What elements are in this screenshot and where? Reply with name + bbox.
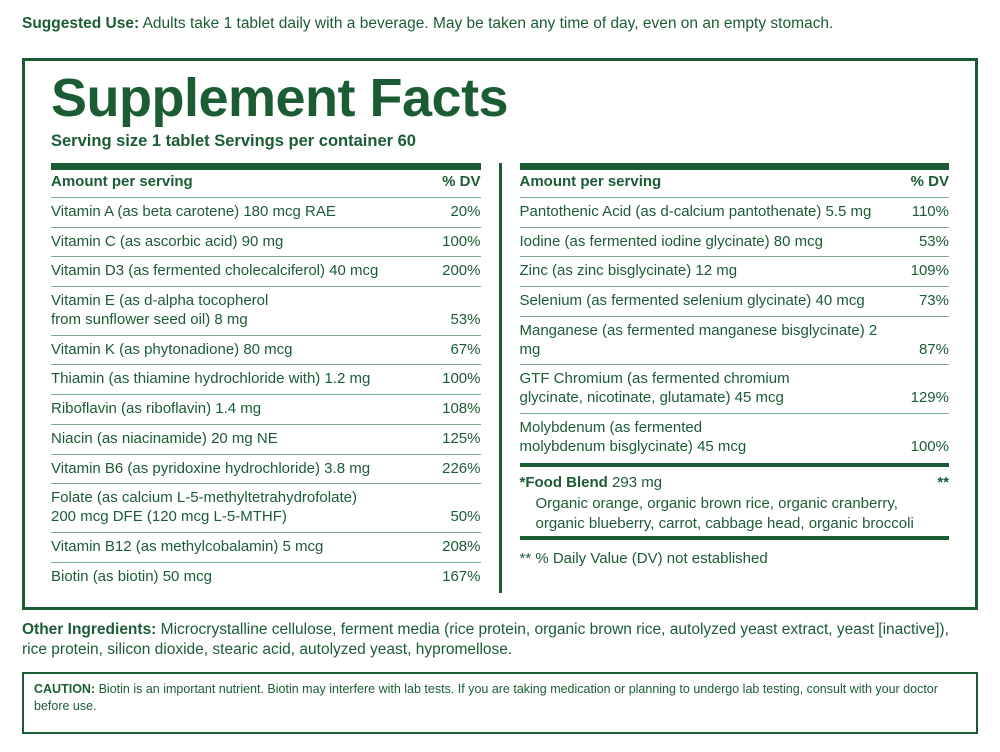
table-header-row-right	[520, 170, 950, 197]
table-row	[520, 365, 950, 414]
header-amount-left: Amount per serving	[51, 170, 415, 197]
nutrient-dv: 100%	[910, 437, 949, 455]
food-blend-title	[520, 473, 663, 493]
table-row	[51, 335, 481, 365]
food-blend-amount: 293 mg	[607, 474, 663, 492]
nutrient-name: Folate (as calcium L-5-methyltetrahydrofolate) 200 mcg DFE (120 mcg L-5-MTHF)	[51, 484, 415, 533]
nutrient-name: Molybdenum (as fermented molybdenum bisglycinate) 45 mcg	[519, 418, 747, 455]
nutrient-name: Vitamin C (as ascorbic acid) 90 mg	[51, 227, 415, 257]
nutrient-dv: 109%	[883, 257, 949, 287]
nutrient-dv: 108%	[415, 395, 481, 425]
nutrient-column-left	[39, 163, 499, 593]
nutrient-columns	[39, 163, 961, 593]
nutrient-dv: 167%	[442, 567, 481, 585]
suggested-use-body: Adults take 1 tablet daily with a beverage. May be taken any time of day, even on an empty stomach.	[139, 15, 834, 32]
nutrient-name: Biotin (as biotin) 50 mcg	[51, 567, 212, 585]
nutrient-dv: 73%	[883, 287, 949, 317]
food-blend-name: Food Blend	[525, 474, 608, 492]
nutrient-name: Selenium (as fermented selenium glycinate) 40 mcg	[520, 287, 884, 317]
nutrient-dv: 200%	[415, 257, 481, 287]
nutrient-name: Manganese (as fermented manganese bisglycinate) 2 mg	[520, 316, 884, 365]
caution-label: CAUTION:	[34, 682, 96, 696]
dv-footnote: ** % Daily Value (DV) not established	[519, 549, 768, 567]
nutrient-name: Vitamin B12 (as methylcobalamin) 5 mcg	[51, 532, 415, 562]
nutrient-table-right	[520, 170, 950, 461]
header-dv-left: % DV	[415, 170, 481, 197]
footnote-divider	[520, 536, 950, 540]
table-row	[51, 484, 481, 533]
column-rule-top-right	[520, 163, 950, 170]
nutrient-name: Zinc (as zinc bisglycinate) 12 mg	[520, 257, 884, 287]
table-row	[51, 365, 481, 395]
food-blend-ingredients: Organic orange, organic brown rice, organic cranberry, organic blueberry, carrot, cabbage head, organic broccoli	[535, 495, 914, 532]
nutrient-table-left	[51, 170, 481, 591]
nutrient-dv: 226%	[415, 454, 481, 484]
nutrient-column-right	[502, 163, 962, 593]
table-row	[51, 227, 481, 257]
suggested-use-text	[22, 14, 978, 33]
table-row	[51, 257, 481, 287]
caution-box	[22, 672, 978, 734]
nutrient-dv: 125%	[415, 424, 481, 454]
table-row	[520, 316, 950, 365]
nutrient-name: Vitamin K (as phytonadione) 80 mcg	[51, 335, 415, 365]
nutrient-dv: 110%	[883, 197, 949, 227]
nutrient-dv: 87%	[883, 316, 949, 365]
table-row	[520, 197, 950, 227]
column-rule-top-left	[51, 163, 481, 170]
table-row	[51, 562, 481, 591]
nutrient-name: Niacin (as niacinamide) 20 mg NE	[51, 424, 415, 454]
table-row	[520, 287, 950, 317]
caution-body: Biotin is an important nutrient. Biotin may interfere with lab tests. If you are taking medication or planning to undergo lab testing, consult with your doctor before use.	[34, 682, 938, 713]
table-row	[51, 197, 481, 227]
nutrient-name: Thiamin (as thiamine hydrochloride with) 1.2 mg	[51, 365, 415, 395]
nutrient-name: Pantothenic Acid (as d-calcium pantothenate) 5.5 mg	[520, 197, 884, 227]
other-ingredients-label: Other Ingredients:	[22, 621, 157, 638]
table-header-row-left	[51, 170, 481, 197]
header-dv-right: % DV	[883, 170, 949, 197]
table-row	[520, 227, 950, 257]
nutrient-dv: 67%	[415, 335, 481, 365]
nutrient-dv: 53%	[415, 287, 481, 336]
table-row	[51, 424, 481, 454]
panel-title: Supplement Facts	[51, 68, 509, 128]
nutrient-dv: 100%	[415, 227, 481, 257]
suggested-use-label: Suggested Use:	[22, 15, 140, 32]
nutrient-dv: 20%	[415, 197, 481, 227]
food-blend-divider	[520, 463, 950, 467]
table-row	[51, 454, 481, 484]
header-amount-right: Amount per serving	[520, 170, 884, 197]
nutrient-name: Vitamin D3 (as fermented cholecalciferol) 40 mcg	[51, 257, 415, 287]
nutrient-name: Riboflavin (as riboflavin) 1.4 mg	[51, 395, 415, 425]
nutrient-name: GTF Chromium (as fermented chromium glycinate, nicotinate, glutamate) 45 mcg	[520, 365, 884, 414]
nutrient-dv: 129%	[883, 365, 949, 414]
food-blend-star: *	[519, 474, 526, 492]
nutrient-dv: 50%	[415, 484, 481, 533]
nutrient-dv: 100%	[415, 365, 481, 395]
food-blend-block	[520, 473, 950, 533]
table-row	[520, 257, 950, 287]
nutrient-name: Vitamin E (as d-alpha tocopherol from sunflower seed oil) 8 mg	[51, 287, 415, 336]
table-row	[520, 413, 950, 461]
table-row	[51, 287, 481, 336]
other-ingredients-body: Microcrystalline cellulose, ferment media (rice protein, organic brown rice, autolyzed yeast extract, yeast [inactive]), rice protein, silicon dioxide, stearic acid, autolyzed yeast, hypromellose.	[22, 621, 949, 659]
food-blend-stars: **	[937, 474, 949, 492]
table-row	[51, 395, 481, 425]
supplement-facts-panel	[22, 58, 978, 610]
nutrient-name: Iodine (as fermented iodine glycinate) 80 mcg	[520, 227, 884, 257]
serving-size-line: Serving size 1 tablet Servings per container 60	[51, 132, 416, 151]
nutrient-dv: 208%	[415, 532, 481, 562]
nutrient-name: Vitamin A (as beta carotene) 180 mcg RAE	[51, 197, 415, 227]
table-row	[51, 532, 481, 562]
other-ingredients-text	[22, 620, 978, 660]
nutrient-dv: 53%	[883, 227, 949, 257]
nutrient-name: Vitamin B6 (as pyridoxine hydrochloride) 3.8 mg	[51, 454, 415, 484]
